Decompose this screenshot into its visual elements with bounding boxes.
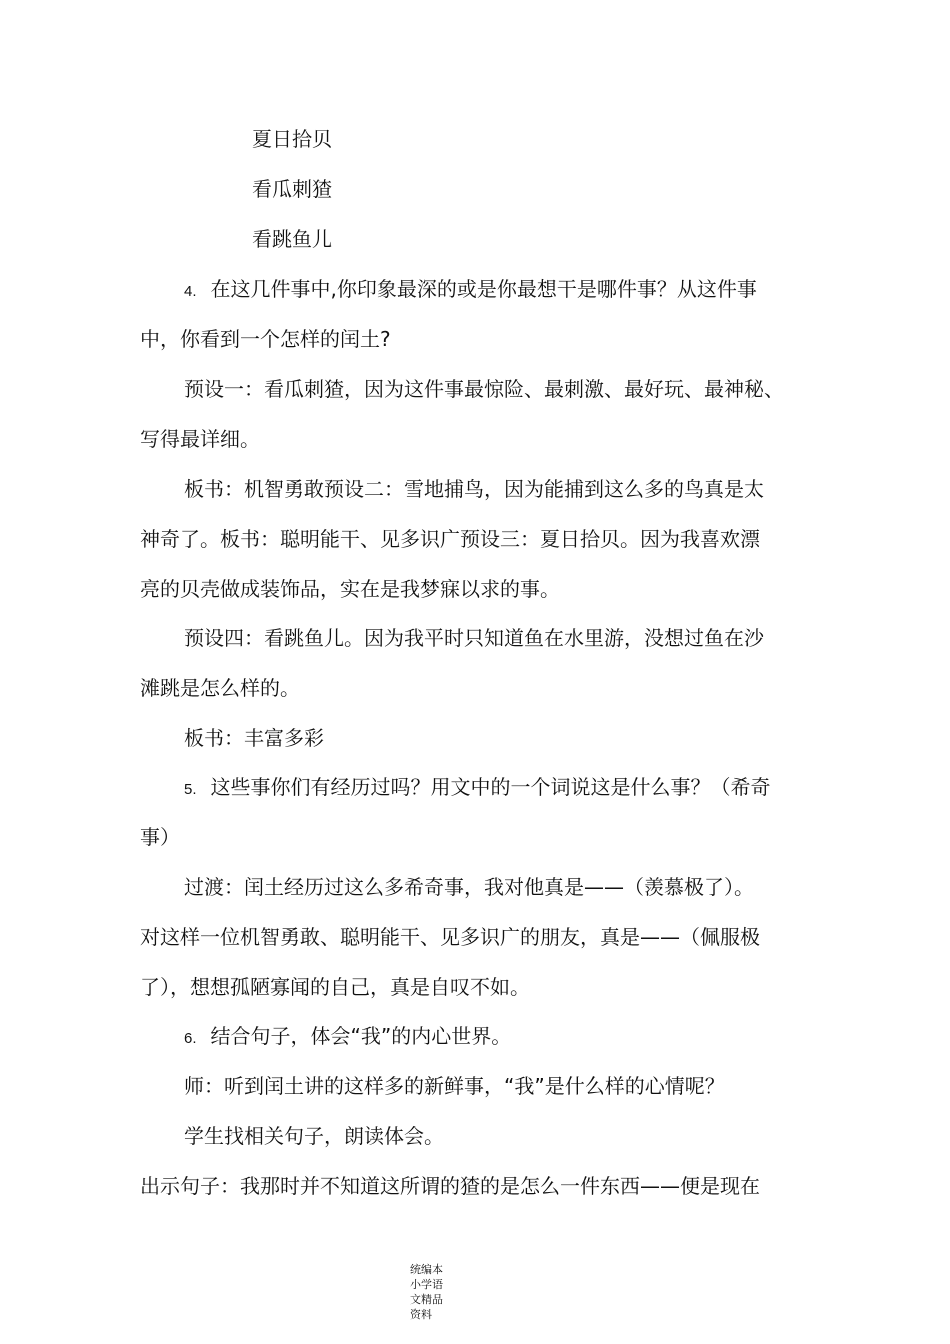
footer-line: 资料 <box>410 1308 432 1321</box>
footer-label <box>410 1262 450 1322</box>
list-item: 看跳鱼儿 <box>252 227 332 251</box>
teacher-line: 师：听到闰土讲的这样多的新鲜事，“我”是什么样的心情呢？ <box>184 1074 725 1098</box>
question-text: 在这几件事中,你印象最深的或是你最想干是哪件事？从这件事 <box>210 277 757 301</box>
list-item: 夏日拾贝 <box>252 127 332 151</box>
preset-1-line: 预设一：看瓜刺猹，因为这件事最惊险、最刺激、最好玩、最神秘、 <box>184 377 784 401</box>
student-line: 学生找相关句子，朗读体会。 <box>184 1124 444 1148</box>
board-paragraph-line: 神奇了。板书：聪明能干、见多识广预设三：夏日拾贝。因为我喜欢漂 <box>140 527 760 551</box>
transition-line: 了），想想孤陋寡闻的自己，真是自叹不如。 <box>140 975 530 999</box>
question-text: 这些事你们有经历过吗？用文中的一个词说这是什么事？（希奇 <box>210 775 771 799</box>
board-paragraph-line: 板书：机智勇敢预设二：雪地捕鸟，因为能捕到这么多的鸟真是太 <box>184 477 764 501</box>
question-number: 4. <box>184 283 197 300</box>
footer-line: 小学语 <box>410 1278 443 1291</box>
show-sentence-line: 出示句子：我那时并不知道这所谓的猹的是怎么一件东西——便是现在 <box>140 1174 760 1198</box>
preset-1-line: 写得最详细。 <box>140 427 260 451</box>
board-note: 板书：丰富多彩 <box>184 726 324 750</box>
question-5-line: 事） <box>140 825 180 849</box>
question-text: 结合句子，体会“我”的内心世界。 <box>210 1024 512 1048</box>
transition-line: 对这样一位机智勇敢、聪明能干、见多识广的朋友，真是——（佩服极 <box>140 925 760 949</box>
question-6-line <box>184 1022 511 1053</box>
preset-4-line: 滩跳是怎么样的。 <box>140 676 300 700</box>
question-number: 5. <box>184 781 197 798</box>
list-item: 看瓜刺猹 <box>252 177 332 201</box>
question-4-line <box>184 275 757 306</box>
preset-4-line: 预设四：看跳鱼儿。因为我平时只知道鱼在水里游，没想过鱼在沙 <box>184 626 764 650</box>
question-5-line <box>184 773 771 804</box>
footer-line: 文精品 <box>410 1293 443 1306</box>
footer-line: 统编本 <box>410 1263 443 1276</box>
board-paragraph-line: 亮的贝壳做成装饰品，实在是我梦寐以求的事。 <box>140 577 560 601</box>
question-4-line: 中，你看到一个怎样的闰土? <box>140 327 391 351</box>
transition-line: 过渡：闰土经历过这么多希奇事，我对他真是——（羡慕极了）。 <box>184 875 754 899</box>
question-number: 6. <box>184 1030 197 1047</box>
